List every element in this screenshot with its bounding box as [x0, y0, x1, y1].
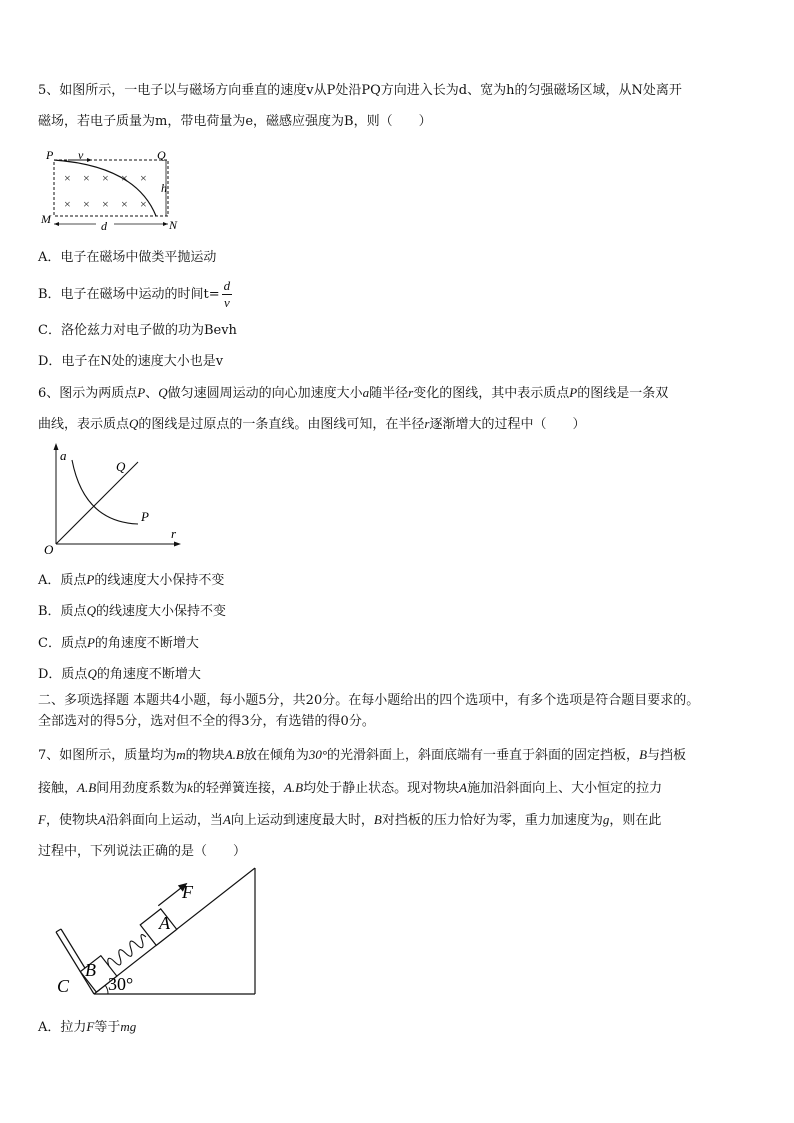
q6-label-o: O [44, 542, 54, 557]
section2-instructions-line1: 二、多项选择题 本题共4小题，每小题5分，共20分。在每小题给出的四个选项中，有多个选项是符合题目要求的。 [38, 693, 700, 708]
svg-text:×: × [64, 197, 71, 211]
q5-label-q: Q [157, 148, 166, 162]
q7-text: ，使物块 [45, 813, 98, 828]
q7-var: g [602, 812, 610, 827]
q5-field-marks [64, 171, 147, 211]
q7-option-a [38, 1018, 136, 1037]
q6-option-text: 的线速度大小保持不变 [95, 604, 226, 619]
q6-text: 随半径 [369, 386, 409, 401]
q7-stem-line1 [38, 746, 686, 765]
q6-option-text: D．质点 [38, 667, 88, 682]
q6-option-b [38, 602, 226, 621]
q7-label-c: C [57, 976, 70, 996]
q7-text: 与挡板 [647, 748, 687, 763]
q6-option-c [38, 634, 199, 653]
q5-option-a: A．电子在磁场中做类平抛运动 [38, 250, 217, 265]
q7-var: A.B [77, 780, 97, 795]
q5-label-n: N [169, 218, 178, 232]
q6-label-a: a [60, 448, 67, 463]
q7-label-angle: 30° [108, 974, 134, 994]
q5-label-h: h [161, 181, 167, 195]
q7-text: 放在倾角为 [243, 748, 309, 763]
svg-text:×: × [140, 197, 147, 211]
q7-label-b: B [85, 960, 96, 980]
q7-var: A.B [224, 747, 244, 762]
q6-option-var: Q [87, 666, 97, 681]
q6-text: 变化的图线，其中表示质点 [413, 386, 570, 401]
q5-label-p: P [46, 148, 54, 162]
q7-var: k [187, 780, 193, 795]
q5-option-c: C．洛伦兹力对电子做的功为Bevh [38, 323, 237, 338]
q5-option-b-fraction [222, 278, 233, 311]
q6-acceleration-radius-graph [38, 440, 188, 558]
q7-text: 均处于静止状态。现对物块 [303, 781, 460, 796]
q6-text: 6、图示为两质点 [38, 386, 138, 401]
q6-option-a [38, 571, 224, 590]
q6-option-text: A．质点 [38, 573, 87, 588]
q6-var-q: Q [158, 385, 168, 400]
svg-text:×: × [83, 197, 90, 211]
q6-text: 做匀速圆周运动的向心加速度大小 [167, 386, 363, 401]
q7-var: A [459, 780, 468, 795]
q6-stem-line2 [38, 415, 586, 434]
q5-magnetic-field-figure [38, 148, 188, 234]
svg-text:×: × [140, 171, 147, 185]
q6-option-text: B．质点 [38, 604, 87, 619]
q6-text: 逐渐增大的过程中（ ） [429, 417, 586, 432]
q6-option-text: 的角速度不断增大 [96, 667, 201, 682]
q7-var: B [639, 747, 648, 762]
q7-var: m [176, 747, 186, 762]
q7-stem-line3 [38, 811, 661, 830]
q7-text: 7、如图所示，质量均为 [38, 748, 177, 763]
q6-text: 、 [145, 386, 159, 401]
q7-text: 的光滑斜面上，斜面底端有一垂直于斜面的固定挡板， [327, 748, 640, 763]
q5-option-b-text: B．电子在磁场中运动的时间t= [38, 287, 220, 302]
q6-option-text: C．质点 [38, 636, 87, 651]
q7-var: 30° [308, 747, 328, 762]
q7-var: A [97, 812, 106, 827]
q6-var-r: r [424, 416, 430, 431]
q5-option-b [38, 278, 232, 311]
q6-option-var: Q [86, 603, 96, 618]
q7-text: 间用劲度系数为 [96, 781, 188, 796]
q7-text: 接触， [38, 781, 78, 796]
q6-text: 的图线是过原点的一条直线。由图线可知，在半径 [138, 417, 425, 432]
q6-var-a: a [362, 385, 370, 400]
q7-var: F [38, 812, 46, 827]
q7-text: ，则在此 [609, 813, 662, 828]
q6-label-q: Q [116, 459, 126, 474]
q7-option-var: mg [120, 1019, 137, 1034]
q7-label-f: F [182, 882, 193, 902]
q7-option-text: 等于 [94, 1020, 121, 1035]
q6-var-r: r [408, 385, 414, 400]
q6-label-r: r [171, 526, 177, 541]
q6-text: 的图线是一条双 [577, 386, 669, 401]
svg-text:×: × [83, 171, 90, 185]
q6-option-var: P [86, 635, 95, 650]
q6-var-p: P [137, 385, 146, 400]
q6-label-p: P [141, 509, 149, 524]
svg-text:×: × [102, 197, 109, 211]
q5-fraction-denominator: v [224, 295, 230, 310]
q6-var-q: Q [129, 416, 139, 431]
q7-text: 的物块 [185, 748, 225, 763]
q6-option-text: 的线速度大小保持不变 [94, 573, 225, 588]
q5-stem-line1: 5、如图所示，一电子以与磁场方向垂直的速度v从P处沿PQ方向进入长为d、宽为h的匀强磁场区域，从N处离开 [38, 83, 682, 98]
q7-text: 的轻弹簧连接， [192, 781, 284, 796]
svg-text:×: × [64, 171, 71, 185]
q5-stem-line2: 磁场，若电子质量为m，带电荷量为e，磁感应强度为B，则（ ） [38, 114, 432, 129]
q5-label-v: v [78, 148, 84, 162]
q7-var: A [222, 812, 231, 827]
section2-instructions-line2: 全部选对的得5分，选对但不全的得3分，有选错的得0分。 [38, 714, 375, 729]
q6-option-var: P [86, 572, 95, 587]
q6-stem-line1 [38, 384, 668, 403]
svg-text:×: × [121, 171, 128, 185]
q7-option-text: A．拉力 [38, 1020, 87, 1035]
q7-incline-figure [50, 858, 260, 1000]
q5-fraction-numerator: d [223, 278, 231, 293]
q7-text: 对挡板的压力恰好为零，重力加速度为 [381, 813, 603, 828]
q7-option-var: F [86, 1019, 95, 1034]
q5-label-m: M [41, 212, 51, 226]
q6-var-p: P [569, 385, 578, 400]
q6-option-d [38, 665, 201, 684]
q7-var: A.B [283, 780, 304, 795]
q7-var: B [373, 812, 382, 827]
q7-text: 向上运动到速度最大时， [230, 813, 374, 828]
svg-text:×: × [102, 171, 109, 185]
q5-option-d: D．电子在N处的速度大小也是v [38, 354, 224, 369]
q7-text: 沿斜面向上运动，当 [105, 813, 223, 828]
q7-text: 施加沿斜面向上、大小恒定的拉力 [467, 781, 663, 796]
q6-option-text: 的角速度不断增大 [94, 636, 199, 651]
q6-text: 曲线，表示质点 [38, 417, 130, 432]
q7-stem-line2 [38, 779, 662, 798]
q5-label-d: d [101, 219, 107, 233]
q7-label-a: A [159, 913, 170, 933]
svg-text:×: × [121, 197, 128, 211]
q7-stem-line4: 过程中，下列说法正确的是（ ） [38, 844, 247, 859]
